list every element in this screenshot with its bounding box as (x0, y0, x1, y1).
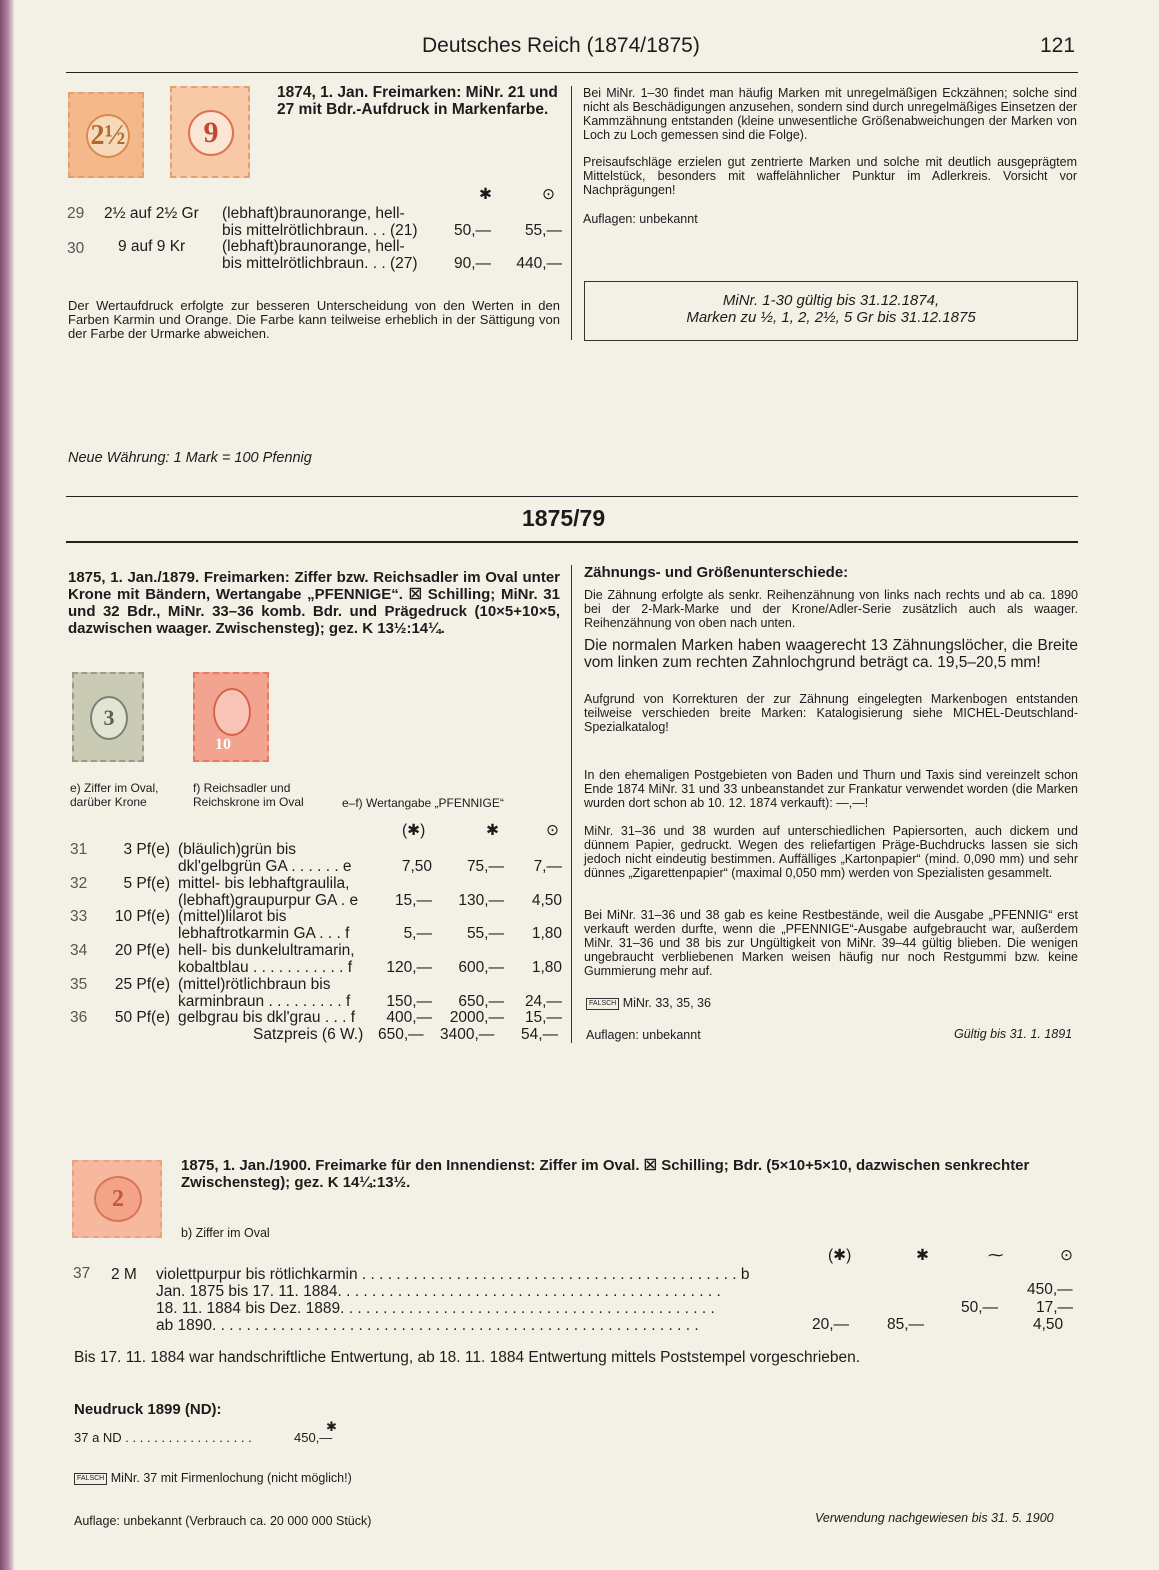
paper-note: MiNr. 31–36 und 38 wurden auf unterschiedlichen Papiersorten, auch dickem und dünnem Papier, gedruckt. Wegen des reliefartigen Präge-Buchdrucks lassen sie sich jedoch nicht eindeutig bestimmen. Auffälliges „Kartonpapier“ (mind. 0,090 mm) und sehr dünnes „Zigarettenpapier“ (maximal 0,050 mm) werden von Spezialisten gesammelt. (584, 824, 1078, 880)
perforation-title: Zähnungs- und Größenunterschiede: (584, 564, 849, 581)
cat-no: 31 (70, 841, 88, 858)
book-spine (0, 0, 14, 1570)
cat-desc-2: bis mittelrötlichbraun. . . (21) (222, 222, 418, 239)
price-period-2-used: 17,— (1036, 1299, 1074, 1316)
remainders-note: Bei MiNr. 31–36 und 38 gab es keine Restbestände, weil die Ausgabe „PFENNIG“ erst verkauft werden durfte, wenn die „PFENNIGE“-Ausgabe aufgebraucht war, außerdem MiNr. 31–36 und 38 bis zur Ungültigkeit von MiNr. 39–44 gültig blieben. Die wenigen ungebraucht verbliebenen Marken weisen häufig nur noch Restgummi bzw. keine Gummierung mehr auf. (584, 908, 1078, 978)
caption-f: f) Reichsadler und Reichskrone im Oval (193, 781, 304, 809)
cat-no-37: 37 (73, 1265, 91, 1282)
cat-desc-37: violettpurpur bis rötlichkarmin . . . . . . . . . . . . . . . . . . . . . . . . . . . . . . . . . . . . . . . . . . . . b (156, 1266, 750, 1283)
cat-no: 35 (70, 976, 88, 993)
cat-desc-2: bis mittelrötlichbraun. . . (27) (222, 255, 418, 272)
col-header-used: ⊙ (542, 186, 555, 203)
print-run-note-2: Auflagen: unbekannt (586, 1028, 701, 1042)
issue-heading-1874: 1874, 1. Jan. Freimarken: MiNr. 21 und 27 mit Bdr.-Aufdruck in Markenfarbe. (277, 84, 558, 118)
forgery-note (586, 996, 711, 1010)
surcharge-note: Preisaufschläge erzielen gut zentrierte Marken und solche mit deutlich ausgeprägtem Mittelstück, besonders mit waffelähnlicher Punktur im Adlerkreis. Vorsicht vor Nachprägungen! (583, 155, 1077, 197)
price-used: 440,— (516, 255, 562, 272)
price-used: 4,50 (531, 892, 562, 909)
forgery-text: MiNr. 33, 35, 36 (622, 996, 711, 1010)
price-mint: 55,— (466, 925, 504, 942)
set-price-used: 54,— (521, 1026, 559, 1043)
stamp-value-f: 10 (215, 736, 231, 753)
price-nogum: 7,50 (401, 858, 432, 875)
year-heading: 1875/79 (522, 505, 606, 531)
forgery-note-3 (74, 1471, 352, 1485)
cat-desc-1: (lebhaft)braunorange, hell- (222, 238, 405, 255)
cat-desc-2: (lebhaft)graupurpur GA . e (178, 892, 359, 909)
cat-no: 36 (70, 1009, 88, 1026)
price-used: 7,— (533, 858, 562, 875)
header-rule (66, 72, 1078, 73)
cat-desc-2: kobaltblau . . . . . . . . . . . f (178, 959, 353, 976)
price-mint: 130,— (458, 892, 504, 909)
cat-value: 5 Pf(e) (123, 875, 170, 892)
price-nogum: 150,— (386, 993, 432, 1010)
col-header-used-3: ⊙ (1060, 1247, 1073, 1264)
perforation-note: Bei MiNr. 1–30 findet man häufig Marken mit unregelmäßigen Eckzähnen; solche sind nicht als Beschädigungen anzusehen, sondern sind durch unregelmäßiges Einsetzen der Kammzähnung entstanden (kleine unwesentliche Größenabweichungen der Marken von Loch zu Loch gemessen sind die Folge). (583, 86, 1077, 142)
col-header-mint: ✱ (486, 822, 499, 839)
price-mint: 75,— (466, 858, 504, 875)
price-period-2-cover: 50,— (961, 1299, 999, 1316)
currency-note: Neue Währung: 1 Mark = 100 Pfennig (68, 450, 312, 466)
price-mint: 650,— (458, 993, 504, 1010)
perforation-text-2: Die normalen Marken haben waagerecht 13 Zähnungslöcher, die Breite vom linken zum rechten Zahnlochgrund beträgt ca. 19,5–20,5 mm! (584, 637, 1078, 671)
issue-heading-1875-service: 1875, 1. Jan./1900. Freimarke für den Innendienst: Ziffer im Oval. ☒ Schilling; Bdr. (5×10+5×10, dazwischen senkrechter Zwischensteg); gez. K 14¼:13½. (181, 1157, 1030, 1191)
column-divider (571, 86, 572, 340)
stamp-value-e: 3 (90, 696, 128, 740)
stamp-image-37 (72, 1160, 162, 1238)
cat-value: 20 Pf(e) (114, 942, 170, 959)
price-used: 55,— (524, 222, 562, 239)
cat-value: 9 auf 9 Kr (118, 238, 186, 255)
price-used: 1,80 (531, 959, 562, 976)
cat-no: 29 (67, 205, 85, 222)
cat-value: 25 Pf(e) (114, 976, 170, 993)
perforation-text-3: Aufgrund von Korrekturen der zur Zähnung eingelegten Markenbogen entstanden teilweise verschieden breite Marken: Katalogisierung siehe MICHEL-Deutschland-Spezialkatalog! (584, 692, 1078, 734)
cat-no: 30 (67, 240, 85, 257)
section-rule-bottom (66, 541, 1078, 543)
catalog-row-34 (66, 942, 562, 978)
cat-desc-1: (lebhaft)braunorange, hell- (222, 205, 405, 222)
col-header-nogum-3: (✱) (828, 1247, 852, 1264)
stamp-image-f (193, 672, 269, 762)
forgery-text-3: MiNr. 37 mit Firmenlochung (nicht möglich!) (110, 1471, 352, 1485)
set-price-mint: 3400,— (440, 1026, 495, 1043)
col-header-cover-3: ⁓ (988, 1247, 1004, 1264)
catalog-row-29 (66, 205, 562, 241)
validity-note-2: Gültig bis 31. 1. 1891 (954, 1027, 1073, 1041)
reprint-title: Neudruck 1899 (ND): (74, 1401, 222, 1418)
stamp-value-30: 9 (188, 110, 234, 156)
cat-value: 3 Pf(e) (123, 841, 170, 858)
price-period-3-nogum: 20,— (812, 1316, 850, 1333)
cat-desc-1: gelbgrau bis dkl'grau . . . f (178, 1009, 356, 1026)
col-header-nogum: (✱) (402, 822, 426, 839)
caption-ef: e–f) Wertangabe „PFENNIGE“ (342, 796, 504, 810)
print-run-note-3: Auflage: unbekannt (Verbrauch ca. 20 000 000 Stück) (74, 1514, 372, 1528)
early-use-note: In den ehemaligen Postgebieten von Baden und Thurn und Taxis sind vereinzelt schon Ende 1874 MiNr. 31 und 33 unbeanstandet zur Frankatur verwendet worden (die Marken wurden dort schon ab 10. 12. 1874 verkauft): —,—! (584, 768, 1078, 810)
page-header-title: Deutsches Reich (1874/1875) (422, 34, 700, 57)
price-period-1-used: 450,— (1027, 1281, 1073, 1298)
cat-desc-2: karminbraun . . . . . . . . . f (178, 993, 351, 1010)
falsch-icon: FALSCH (74, 1473, 107, 1485)
cat-desc-1: (mittel)lilarot bis (178, 908, 287, 925)
set-price-label: Satzpreis (6 W.) (253, 1026, 364, 1043)
caption-b: b) Ziffer im Oval (181, 1226, 270, 1240)
period-3: ab 1890. . . . . . . . . . . . . . . . . . . . . . . . . . . . . . . . . . . . . . . . . . . . . . . . . . . . . . . . . (156, 1317, 699, 1334)
col-header-used: ⊙ (546, 822, 559, 839)
cat-desc-1: mittel- bis lebhaftgraulila, (178, 875, 350, 892)
col-header-mint-3: ✱ (916, 1247, 929, 1264)
cat-desc-1: (mittel)rötlichbraun bis (178, 976, 331, 993)
column-divider-2 (571, 565, 572, 1043)
reprint-price: 450,— (294, 1430, 333, 1445)
page-number: 121 (1040, 34, 1076, 57)
cat-desc-1: (bläulich)grün bis (178, 841, 297, 858)
col-header-mint: ✱ (479, 186, 492, 203)
stamp-image-e (72, 672, 144, 762)
cat-value-37: 2 M (111, 1266, 137, 1283)
perforation-text-1: Die Zähnung erfolgte als senkr. Reihenzähnung von links nach rechts und ab ca. 1890 bei der 2-Mark-Marke und der Krone/Adler-Serie zusätzlich auch als waager. Reihenzähnung von oben nach unten. (584, 588, 1078, 630)
period-2: 18. 11. 1884 bis Dez. 1889. . . . . . . . . . . . . . . . . . . . . . . . . . . . . . . . . . . . . . . . . . . . (156, 1300, 715, 1317)
print-run-note: Auflagen: unbekannt (583, 212, 698, 226)
price-nogum: 400,— (386, 1009, 432, 1026)
eagle-emblem-icon (213, 688, 251, 736)
catalog-row-30 (66, 238, 562, 274)
issue-heading-1875: 1875, 1. Jan./1879. Freimarken: Ziffer bzw. Reichsadler im Oval unter Krone mit Bändern, Wertangabe „PFENNIGE“. ☒ Schilling; MiNr. 31 und 32 Bdr., MiNr. 33–36 komb. Bdr. und Prägedruck (10×5+10×5, dazwischen waager. Zwischensteg); gez. K 13½:14¼. (68, 569, 560, 637)
stamp-image-30 (170, 86, 250, 178)
cancellation-note: Bis 17. 11. 1884 war handschriftliche Entwertung, ab 18. 11. 1884 Entwertung mittels Poststempel vorgeschrieben. (74, 1349, 861, 1366)
catalog-row-31 (66, 841, 562, 877)
price-period-3-mint: 85,— (887, 1316, 925, 1333)
stamp-value-29: 2½ (86, 114, 130, 158)
price-used: 15,— (524, 1009, 562, 1026)
stamp-value-37: 2 (94, 1176, 142, 1222)
caption-e: e) Ziffer im Oval, darüber Krone (70, 781, 159, 809)
cat-desc-2: lebhaftrotkarmin GA . . . f (178, 925, 350, 942)
price-mint: 90,— (454, 255, 492, 272)
reprint-row: 37 a ND . . . . . . . . . . . . . . . . . . (74, 1430, 252, 1445)
catalog-row-35 (66, 976, 562, 1012)
usage-note: Verwendung nachgewiesen bis 31. 5. 1900 (815, 1511, 1054, 1525)
validity-box (584, 281, 1078, 341)
falsch-icon: FALSCH (586, 998, 619, 1010)
price-used: 24,— (524, 993, 562, 1010)
cat-no: 34 (70, 942, 88, 959)
cat-desc-2: dkl'gelbgrün GA . . . . . . e (178, 858, 352, 875)
section-rule-top (66, 496, 1078, 497)
cat-desc-1: hell- bis dunkelultramarin, (178, 942, 355, 959)
cat-value: 10 Pf(e) (114, 908, 170, 925)
price-mint: 2000,— (449, 1009, 504, 1026)
cat-value: 2½ auf 2½ Gr (104, 205, 199, 222)
price-nogum: 5,— (403, 925, 432, 942)
reprint-col-mint: ✱ (326, 1419, 337, 1434)
cat-no: 32 (70, 875, 88, 892)
price-used: 1,80 (531, 925, 562, 942)
catalog-row-32 (66, 875, 562, 911)
price-mint: 50,— (454, 222, 492, 239)
price-mint: 600,— (458, 959, 504, 976)
validity-line-1: MiNr. 1-30 gültig bis 31.12.1874, (722, 292, 940, 309)
overprint-note: Der Wertaufdruck erfolgte zur besseren Unterscheidung von den Werten in den Farben Karmin und Orange. Die Farbe kann teilweise erheblich in der Sättigung von der Farbe der Urmarke abweichen. (68, 298, 560, 341)
catalog-row-33 (66, 908, 562, 944)
price-nogum: 15,— (394, 892, 432, 909)
cat-no: 33 (70, 908, 88, 925)
cat-value: 50 Pf(e) (114, 1009, 170, 1026)
stamp-image-29 (68, 92, 144, 178)
price-period-3-used: 4,50 (1033, 1316, 1064, 1333)
validity-line-2: Marken zu ½, 1, 2, 2½, 5 Gr bis 31.12.1875 (686, 309, 976, 326)
price-nogum: 120,— (386, 959, 432, 976)
period-1: Jan. 1875 bis 17. 11. 1884. . . . . . . . . . . . . . . . . . . . . . . . . . . . . . . . . . . . . . . . . . . . . (156, 1283, 721, 1300)
set-price-nogum: 650,— (378, 1026, 424, 1043)
